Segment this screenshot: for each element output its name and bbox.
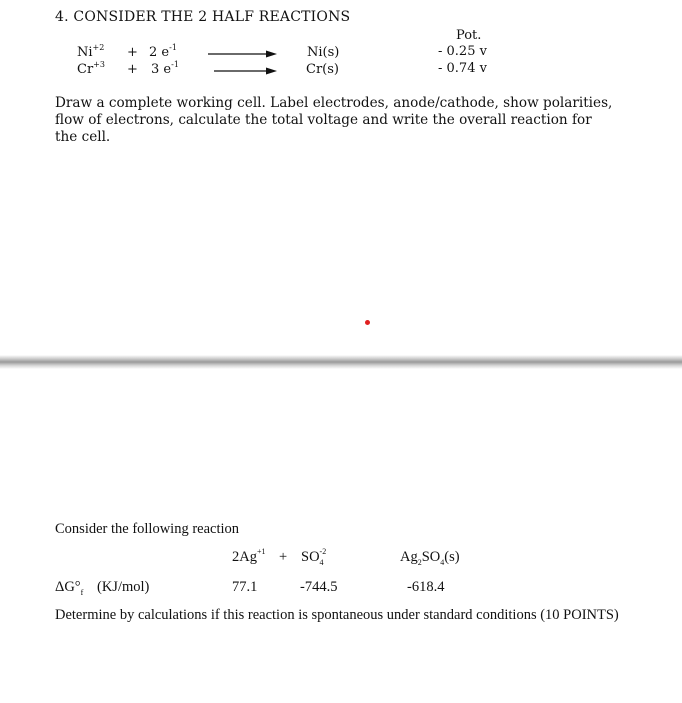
reactant-sulfate-ion: $SO_4^{-2}$ <box>301 547 327 567</box>
reaction-2-electrons: 3 $e^{-1}$ <box>151 59 179 77</box>
reaction-2-arrow-icon <box>214 66 278 76</box>
reaction-1-potential: - 0.25 v <box>438 44 487 59</box>
reaction-1-arrow-icon <box>208 49 278 59</box>
question-5-task: Determine by calculations if this reaction is spontaneous under standard conditions (10 POINTS) <box>55 607 619 623</box>
potential-header: Pot. <box>456 28 482 43</box>
reaction-2-reactant: $Cr^{+3}$ <box>77 59 105 77</box>
reaction-2-plus: + <box>127 62 138 77</box>
product-silver-sulfate: $Ag_2SO_4(s)$ <box>400 549 460 567</box>
reactant-silver-ion: $2Ag^{+1}$ <box>232 547 266 565</box>
red-marker-dot-icon <box>365 320 370 325</box>
delta-g-value-silver-sulfate: -618.4 <box>407 579 445 595</box>
question-4-title: 4. CONSIDER THE 2 HALF REACTIONS <box>55 9 351 25</box>
delta-g-label: $\Delta G^\circ_f$ <box>55 579 84 597</box>
reaction-2-product: Cr(s) <box>306 62 339 77</box>
reaction-1-plus: + <box>127 45 138 60</box>
question-5-intro: Consider the following reaction <box>55 521 240 537</box>
reaction-1-reactant: $Ni^{+2}$ <box>77 42 105 60</box>
question-4-instructions: Draw a complete working cell. Label electrodes, anode/cathode, show polarities, flow of electrons, calculate the total voltage and write the overall reaction for the cell. <box>55 95 613 145</box>
delta-g-value-sulfate-ion: -744.5 <box>300 579 338 595</box>
reaction-1-product: Ni(s) <box>307 45 340 60</box>
reaction-2-potential: - 0.74 v <box>438 61 487 76</box>
reaction-1-electrons: 2 $e^{-1}$ <box>149 42 177 60</box>
reaction-plus: + <box>279 549 288 565</box>
delta-g-unit: (KJ/mol) <box>97 579 150 595</box>
page-divider <box>0 355 682 369</box>
delta-g-value-silver-ion: 77.1 <box>232 579 258 595</box>
